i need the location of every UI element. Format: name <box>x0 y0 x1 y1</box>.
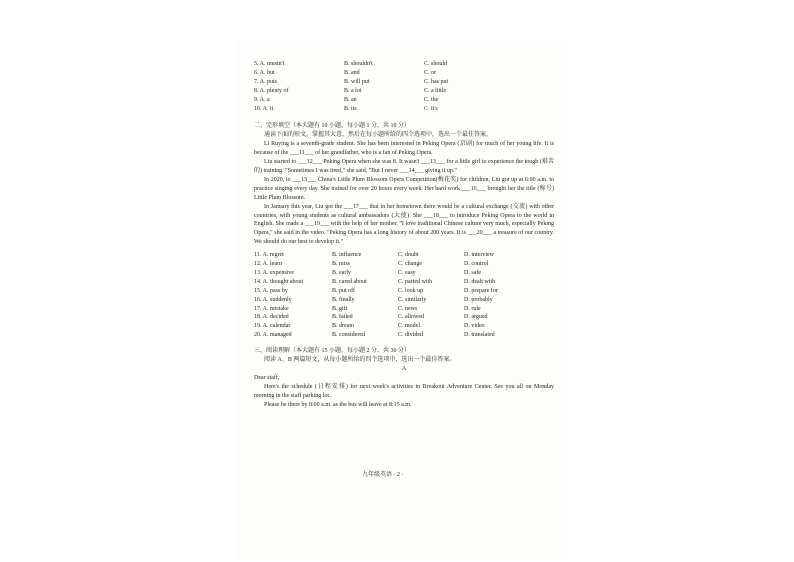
option: B. an <box>344 96 357 103</box>
option-row <box>254 331 554 340</box>
option-row <box>254 322 554 331</box>
option: C. model <box>398 323 420 330</box>
option: B. gift <box>332 305 348 312</box>
option: D. safe <box>464 269 481 276</box>
option-row <box>254 278 554 287</box>
option-row <box>254 60 554 69</box>
passage-paragraph: In 2020, to ___15___ China's Little Plum Blossom Opera Competition(梅花奖) for children, Liu got up at 6:00 a.m. to practice singing every day. She trained for over 20 hours every week. Her hard work ___16___ brought her the title (称号) Little Plum Blossom. <box>254 176 554 201</box>
option: B. influence <box>332 252 362 259</box>
option: C. a little <box>424 87 447 94</box>
option-row <box>254 287 554 296</box>
option: B. finally <box>332 296 355 303</box>
option-row <box>254 87 554 96</box>
option: D. interview <box>464 252 494 259</box>
option: D. probably <box>464 296 493 303</box>
section-heading: 三、阅读理解（本大题有 15 小题，每小题 2 分，共 30 分） <box>254 348 411 355</box>
option-row <box>254 96 554 105</box>
option: 6. A. but <box>254 69 275 76</box>
option: 14. A. thought about <box>254 278 304 285</box>
option: C. change <box>398 261 422 268</box>
option-row <box>254 313 554 322</box>
exam-content <box>254 60 554 410</box>
option: 8. A. plenty of <box>254 87 289 94</box>
option: B. will put <box>344 78 370 85</box>
option: C. doubt <box>398 252 419 259</box>
option: 13. A. expensive <box>254 269 294 276</box>
option: C. similarly <box>398 296 427 303</box>
passage-paragraph: Liu started to ___12___ Peking Opera when she was 8. It wasn't ___13___ for a little girl to experience the tough (艰苦的) training. "Sometimes I was tired," she said. "But I never ___14___ giving it up." <box>254 159 554 174</box>
option: C. should <box>424 61 448 67</box>
option: D. video <box>464 323 485 330</box>
option-row <box>254 296 554 305</box>
option-row <box>254 69 554 78</box>
passage-paragraph: Li Ruying is a seventh-grade student. She has been interested in Peking Opera (京剧) for much of her young life. It is because of the ___11___ of her grandfather, who is a fan of Peking Opera. <box>254 141 554 157</box>
option: B. miss <box>332 261 351 268</box>
option: B. failed <box>332 314 353 321</box>
option: B. early <box>332 269 351 276</box>
option: D. rule <box>464 305 481 312</box>
option: C. has put <box>424 78 449 85</box>
option: D. argued <box>464 314 488 321</box>
option: 11. A. regret <box>254 252 284 259</box>
option-row <box>254 78 554 87</box>
option: D. prepare for <box>464 287 498 294</box>
option: C. the <box>424 96 439 103</box>
option: B. and <box>344 69 360 76</box>
option: 19. A. calendar <box>254 323 291 330</box>
option: D. control <box>464 261 489 268</box>
option-row <box>254 251 554 260</box>
option: D. translated <box>464 332 495 339</box>
letter-salutation: Dear staff, <box>254 374 280 381</box>
option-row <box>254 269 554 278</box>
passage-paragraph: Please be there by 8:00 a.m. as the bus will leave at 8:15 a.m. <box>264 401 412 408</box>
page-footer: 九年级英语 · 2 · <box>362 472 404 478</box>
option: C. allowed <box>398 314 424 321</box>
option: 9. A. a <box>254 96 270 103</box>
option: 17. A. mistake <box>254 305 289 312</box>
option: C. parted with <box>398 278 433 285</box>
option: B. its <box>344 105 357 112</box>
option-row <box>254 260 554 269</box>
option: 16. A. suddenly <box>254 296 292 303</box>
option: B. put off <box>332 287 356 294</box>
option-row <box>254 105 554 114</box>
option: B. considered <box>332 332 365 339</box>
option: 12. A. learn <box>254 261 282 268</box>
passage-paragraph: Here's the schedule (日程安排) for next week's activities in Breakout Adventure Center. See you all on Monday morning in the staff parking lot. <box>254 383 554 399</box>
option: 15. A. pass by <box>254 287 288 294</box>
option: C. news <box>398 305 418 312</box>
section-instruction: 阅读 A、B 两篇短文，从每小题所给的四个选项中，选出一个最佳答案。 <box>264 357 456 364</box>
option: 7. A. puts <box>254 78 278 85</box>
option: 5. A. mustn't <box>254 61 285 67</box>
option: B. cared about <box>332 278 367 285</box>
section-instruction: 通读下面的短文，掌握其大意，然后在每小题所给的四个选项中，选出一个最佳答案。 <box>264 132 493 139</box>
option: 18. A. decided <box>254 314 289 321</box>
option-row <box>254 305 554 314</box>
section-heading: 二、完形填空（本大题有 10 小题，每小题 1 分，共 10 分） <box>254 123 411 130</box>
options-part2 <box>254 251 554 340</box>
option: D. dealt with <box>464 278 496 285</box>
option: C. divided <box>398 332 423 339</box>
option: B. shouldn't <box>344 61 373 67</box>
option: C. easy <box>398 269 416 276</box>
option: C. it's <box>424 105 438 112</box>
option: C. look up <box>398 287 424 294</box>
passage-label: A <box>401 366 407 372</box>
options-part1 <box>254 60 554 113</box>
passage-paragraph: In January this year, Liu got the ___17___ that in her hometown there would be a cultural exchange (交流) with other countries, with young students as cultural ambassadors (大使). She ___18___ to introduce Peking Opera to the world in English. She made a ___19___ with the help of her mother. "I love traditional Chinese culture very much, especially Peking Opera," she said in the video. "Peking Opera has a long history of about 200 years. It is ___20___ a treasure of our country. We should do our best to develop it." <box>254 203 554 246</box>
option: C. or <box>424 69 436 76</box>
option: 20. A. managed <box>254 332 292 339</box>
option: B. a lot <box>344 87 362 94</box>
option: B. dream <box>332 323 354 330</box>
option: 10. A. it <box>254 105 274 112</box>
